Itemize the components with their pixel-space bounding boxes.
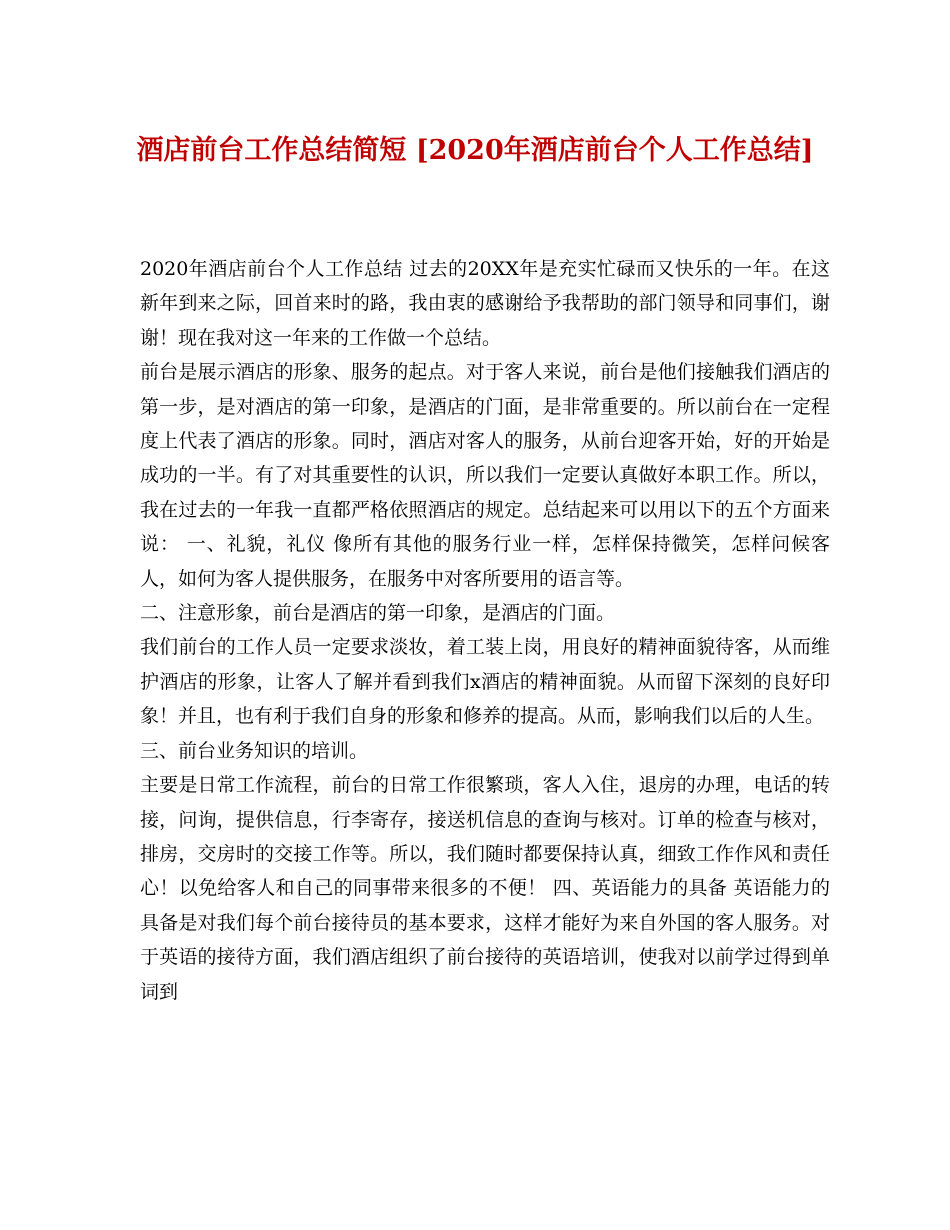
paragraph-section-3-heading: 三、前台业务知识的培训。: [140, 739, 369, 762]
document-title: 酒店前台工作总结简短 [2020年酒店前台个人工作总结]: [136, 135, 814, 166]
paragraph-section-2-heading: 二、注意形象，前台是酒店的第一印象，是酒店的门面。: [140, 602, 616, 625]
paragraph-image-appearance: 我们前台的工作人员一定要求淡妆，着工装上岗，用良好的精神面貌待客，从而维护酒店的形象，让客人了解并看到我们x酒店的精神面貌。从而留下深刻的良好印象！并且，也有利于我们自身的形象和修养的提高。从而，影响我们以后的人生。: [140, 636, 830, 728]
paragraph-daily-workflow: 主要是日常工作流程，前台的日常工作很繁琐，客人入住，退房的办理，电话的转接，问询，提供信息，行李寄存，接送机信息的查询与核对。订单的检查与核对，排房，交房时的交接工作等。所以，我们随时都要保持认真，细致工作作风和责任心！以免给客人和自己的同事带来很多的不便！ 四、英语能力的具备 英语能力的具备是对我们每个前台接待员的基本要求，这样才能好为来自外国的客人服务。对于英语的接待方面，我们酒店组织了前台接待的英语培训，使我对以前学过得到单词到: [140, 774, 830, 1003]
paragraph-intro: 2020年酒店前台个人工作总结 过去的20XX年是充实忙碌而又快乐的一年。在这新年到来之际，回首来时的路，我由衷的感谢给予我帮助的部门领导和同事们，谢谢！现在我对这一年来的工作做一个总结。: [140, 258, 830, 349]
paragraph-front-desk-role: 前台是展示酒店的形象、服务的起点。对于客人来说，前台是他们接触我们酒店的第一步，是对酒店的第一印象，是酒店的门面，是非常重要的。所以前台在一定程度上代表了酒店的形象。同时，酒店对客人的服务，从前台迎客开始，好的开始是成功的一半。有了对其重要性的认识，所以我们一定要认真做好本职工作。所以，我在过去的一年我一直都严格依照酒店的规定。总结起来可以用以下的五个方面来说： 一、礼貌，礼仪 像所有其他的服务行业一样，怎样保持微笑，怎样问候客人，如何为客人提供服务，在服务中对客所要用的语言等。: [140, 361, 830, 590]
document-body: [140, 252, 830, 1009]
